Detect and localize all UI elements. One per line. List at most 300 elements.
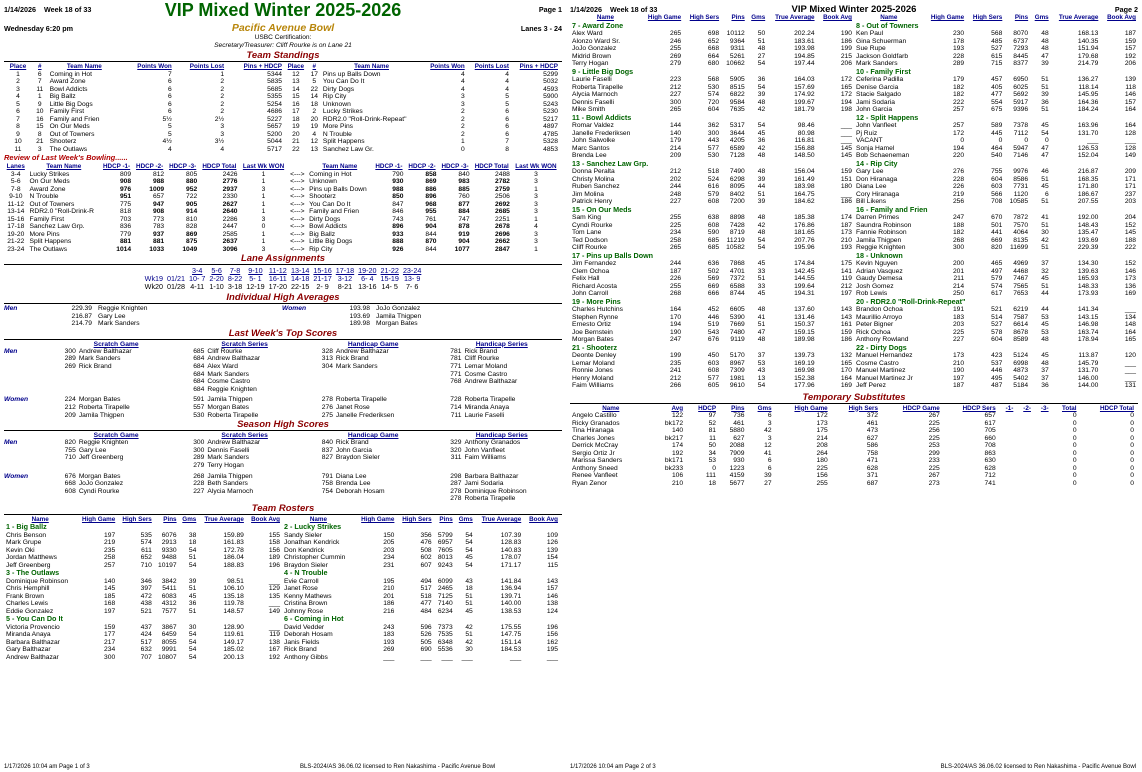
standings-cell: 5 [168, 123, 172, 130]
review-cell: N Trouble [29, 193, 59, 200]
roster-cell: 196 [268, 561, 280, 569]
review-cell: Unknown [309, 178, 337, 185]
roster-cell: 362 [707, 122, 720, 129]
lane-cell: 2-20 [209, 274, 224, 283]
roster-cell: 214 [669, 144, 682, 152]
roster-cell: 244 [669, 260, 682, 267]
subs-cell: 0 [1130, 479, 1134, 487]
review-cell: 23-24 [7, 245, 25, 253]
subs-row [570, 472, 1136, 480]
review-cell: 1 [534, 215, 538, 223]
average-value: 214.79 [71, 320, 92, 328]
bowler-name: Andrew Balthazar [207, 439, 261, 447]
score-row [52, 439, 181, 447]
subs-row [570, 435, 1136, 443]
subs-cell [1015, 427, 1033, 435]
team-name: 6 - Coming in Hot [284, 614, 344, 624]
standings-cell: Shooterz [49, 138, 77, 145]
roster-row [854, 53, 1138, 61]
subs-cell [1015, 465, 1033, 473]
review-cell: 904 [425, 223, 437, 230]
lane-cell: 13- 9 [403, 274, 421, 283]
subs-cell: 225 [928, 434, 940, 442]
score-column [52, 396, 181, 419]
roster-cell: 519 [707, 321, 720, 328]
review-cell: 7-8 [10, 185, 21, 193]
subs-cell: 233 [928, 457, 940, 464]
bowler-name: Gary Lee [78, 446, 107, 454]
standings-row [4, 131, 284, 139]
roster-cell: 6459 [161, 631, 177, 639]
roster-cell: Sonja Hamel [856, 144, 895, 152]
roster-cell: 39 [757, 91, 766, 98]
review-cell: 2488 [495, 170, 510, 178]
score-row [52, 480, 181, 488]
subs-cell: 657 [984, 412, 996, 419]
roster-cell: 484 [420, 607, 432, 615]
standings-cell: 4 [220, 145, 225, 153]
subs-cell: 50 [708, 442, 717, 449]
roster-cell: 247 [669, 336, 682, 343]
bowler-name: Anthony Granados [464, 439, 521, 447]
roster-cell: 530 [707, 152, 720, 159]
roster-cell: 48 [1041, 45, 1049, 52]
roster-cell: 579 [707, 190, 720, 198]
roster-cell: 152 [1124, 260, 1136, 267]
roster-cell: 566 [991, 190, 1003, 198]
average-value: 216.87 [71, 312, 92, 320]
roster-cell: 209 [669, 152, 682, 159]
roster-cell: 43 [757, 367, 766, 374]
review-cell: 850 [392, 193, 404, 200]
page2-roster-right [854, 14, 1138, 390]
roster-cell: 211 [953, 275, 965, 282]
team-name: 20 - RDR2.0 "Roll-Drink-Repeat" [856, 296, 966, 306]
roster-cell: Peter Bigner [856, 321, 894, 328]
standings-cell: N Trouble [322, 130, 352, 138]
standings-row [4, 116, 284, 124]
team-name: 9 - Little Big Dogs [572, 66, 634, 76]
roster-cell: 54 [757, 60, 766, 67]
roster-cell: 540 [991, 152, 1003, 159]
roster-cell: 206 [840, 60, 852, 67]
standings-row [284, 123, 560, 131]
review-cell: 1014 [116, 245, 132, 253]
standings-cell: 4853 [543, 145, 558, 153]
roster-cell: Joe Bernstein [572, 328, 613, 336]
review-row [4, 223, 560, 231]
roster-cell: 477 [420, 600, 432, 608]
review-cell: On Our Meds [29, 178, 70, 185]
roster-cell: 33 [757, 267, 766, 275]
bowler-name: Reggie Knighten [98, 305, 148, 312]
roster-cell: 51 [465, 631, 473, 639]
standings-header [284, 63, 560, 71]
roster-cell: 755 [991, 168, 1003, 175]
roster-cell: 6234 [437, 607, 453, 615]
roster-cell: 241 [669, 367, 682, 374]
standings-row [4, 93, 284, 101]
subs-cell [998, 472, 1016, 480]
standings-row [284, 93, 560, 101]
roster-cell: 685 [707, 236, 720, 244]
roster-cell: 574 [140, 539, 152, 547]
roster-row [570, 268, 854, 276]
standings-cell: 8 [37, 130, 42, 138]
subs-cell [1033, 472, 1051, 480]
roster-cell: 179 [669, 137, 682, 144]
review-cell: 1033 [149, 245, 165, 253]
score-column [52, 348, 181, 394]
roster-cell: 276 [952, 168, 965, 175]
standings-cell: 6 [168, 108, 172, 115]
review-cell: Dirty Dogs [309, 215, 341, 223]
review-cell: 951 [119, 193, 132, 200]
bowler-name: Dominique Robinson [464, 487, 527, 495]
roster-cell: 437 [140, 623, 152, 631]
roster-cell: 537 [991, 359, 1003, 367]
roster-cell: 149.17 [223, 638, 244, 646]
roster-row [570, 38, 854, 46]
subs-col-header: HDCP Total [1099, 404, 1134, 412]
review-cell: 761 [425, 215, 437, 223]
roster-cell: 54 [465, 531, 473, 539]
roster-cell: 257 [952, 106, 965, 113]
roster-cell: Cory Hiranaga [856, 190, 900, 198]
standings-cell: Unknown [322, 100, 351, 108]
rosters [0, 516, 566, 662]
roster-cell: Frank Brown [6, 592, 44, 600]
subs-cell: bk171 [664, 457, 684, 464]
score-row [180, 462, 309, 470]
score-row [180, 454, 309, 462]
standings-cell: 5717 [267, 145, 282, 153]
roster-cell: 638 [707, 214, 720, 221]
subs-cell: 106 [671, 472, 684, 479]
roster-row [854, 137, 1138, 145]
roster-cell: 7146 [1013, 152, 1029, 159]
score-row [309, 355, 438, 363]
standings-row [4, 86, 284, 94]
roster-cell: 37 [1041, 374, 1049, 382]
review-cell: 15-16 [7, 215, 25, 223]
average-row [52, 320, 282, 328]
roster-cell: 216.87 [1077, 168, 1099, 175]
roster-cell: 514 [991, 313, 1003, 321]
roster-cell: 143 [840, 313, 852, 321]
roster-cell: 212 [840, 282, 852, 290]
review-cell: 11-12 [7, 200, 25, 208]
score-row [180, 447, 309, 455]
team-name-row [570, 160, 854, 169]
review-cell: 1 [261, 193, 266, 200]
subs-cell: Sergio Ortiz Jr [572, 449, 615, 457]
roster-cell: 209 [1124, 168, 1136, 175]
review-cell: 2506 [495, 193, 510, 200]
subs-col-header: Pins [731, 404, 745, 412]
roster-cell: 8135 [1013, 236, 1029, 244]
team-name-row [282, 523, 560, 532]
roster-cell: 54 [188, 546, 197, 554]
roster-cell: 148 [1124, 321, 1136, 328]
last-week-top-scores [0, 341, 566, 419]
score-row [309, 404, 438, 412]
roster-cell: 169.98 [794, 367, 815, 374]
roster-cell: 210 [383, 585, 395, 593]
review-cell: 760 [458, 193, 470, 200]
standings-col-header: Points Won [137, 63, 172, 70]
roster-cell: Don Hiranaga [856, 175, 898, 183]
standings-cell: 12 [292, 70, 300, 78]
roster-cell: 39 [1041, 91, 1049, 98]
roster-cell: Maurillio Arroyo [856, 313, 903, 321]
roster-cell: 193 [383, 638, 395, 646]
roster-cell: 177.96 [794, 382, 815, 389]
score-value: 771 [450, 370, 462, 378]
review-row [4, 208, 560, 216]
score-value: 289 [193, 454, 205, 462]
score-column-title: Handicap Game [347, 432, 399, 440]
roster-cell: 42 [465, 638, 473, 646]
roster-cell: Darren Primes [856, 214, 900, 221]
team-name-row [854, 206, 1138, 215]
subs-col-header: High Sers [848, 404, 879, 412]
subs-cell [1033, 450, 1051, 458]
review-cell: 2662 [495, 238, 510, 245]
roster-col-header: True Average [775, 14, 815, 21]
score-value: 676 [64, 472, 76, 480]
roster-cell: 11699 [1010, 244, 1029, 251]
lane-cell: Wk19 [144, 274, 164, 283]
standings-cell: 5900 [543, 93, 558, 100]
score-column [437, 348, 566, 394]
review-cell: 955 [425, 208, 437, 215]
roster-cell: 194.85 [794, 52, 815, 60]
roster-row [282, 539, 560, 547]
roster-cell: 568 [991, 30, 1003, 37]
roster-cell: 4969 [1013, 260, 1029, 267]
review-cell: 896 [425, 193, 437, 200]
roster-cell: 147.75 [500, 631, 522, 639]
review-col-header: HDCP -3- [169, 163, 197, 170]
roster-cell: 9364 [729, 37, 745, 45]
roster-cell: Stephen Rynne [572, 313, 619, 321]
roster-cell: 7467 [1013, 275, 1029, 282]
roster-cell: Adrian Vasquez [856, 267, 903, 275]
roster-cell: 6099 [437, 577, 453, 585]
roster-cell: 185.38 [794, 214, 815, 221]
review-cell: Big Ballz [309, 230, 336, 238]
review-row [4, 238, 560, 246]
standings-cell: 19 [310, 123, 319, 130]
subs-cell: 627 [866, 434, 879, 442]
bowler-name: Roberta Tirapelle [207, 411, 259, 419]
average-row [52, 305, 282, 313]
review-cell: The Outlaws [29, 245, 68, 253]
bowler-name: Jamila Thigpen [207, 396, 253, 404]
roster-cell: 602 [420, 554, 432, 562]
roster-cell: 6605 [729, 306, 745, 313]
score-value: 328 [321, 347, 333, 355]
roster-cell: 165.93 [1077, 275, 1099, 282]
score-column [52, 439, 181, 469]
standings-cell: 5½ [162, 115, 172, 123]
roster-cell: 197 [952, 374, 965, 382]
lane-cell: 12-19 [246, 282, 265, 291]
roster-cell: 47 [757, 328, 766, 336]
roster-cell: 578 [991, 328, 1003, 336]
subs-cell [1033, 480, 1051, 488]
score-value: 685 [193, 347, 205, 355]
roster-cell: 54 [465, 546, 473, 554]
roster-cell: 168.13 [1077, 30, 1099, 37]
score-row [180, 363, 309, 371]
roster-cell: 50 [757, 30, 766, 37]
roster-cell: Pj Ruiz [856, 129, 878, 137]
roster-cell: 477 [991, 91, 1003, 98]
standings-cell: 5 [505, 100, 510, 108]
roster-cell: 3867 [161, 623, 177, 631]
subs-cell: 172 [816, 412, 828, 419]
roster-cell: 604 [707, 106, 720, 113]
lane-cell: 4-11 [190, 282, 205, 291]
roster-cell: 200.13 [223, 653, 244, 661]
roster-cell: 244 [669, 183, 682, 190]
review-cell: 952 [186, 185, 198, 193]
team-name-row [854, 344, 1138, 353]
roster-row [282, 554, 560, 562]
review-cell: <---> [290, 185, 305, 193]
standings-cell: 10 [14, 138, 22, 145]
roster-cell: Manuel Martinez Jr [856, 374, 913, 382]
roster-cell: 139.73 [794, 352, 815, 359]
roster-cell: 269 [669, 52, 682, 60]
roster-cell: 159.15 [794, 328, 815, 336]
team-name-row [4, 569, 282, 578]
average-value: 193.69 [349, 312, 370, 320]
roster-cell: Gaudy Demesa [856, 275, 903, 282]
roster-row [570, 53, 854, 61]
roster-cell: 38 [188, 531, 197, 539]
roster-cell: 4701 [729, 267, 745, 275]
subs-cell: 0 [712, 464, 717, 472]
standings-cell: 6 [505, 115, 510, 123]
page2-roster-left [570, 14, 854, 390]
bowler-name: Diana Lee [335, 472, 367, 480]
roster-cell: 518 [707, 168, 720, 175]
standings-cell: Split Happens [322, 138, 365, 145]
roster-row [570, 45, 854, 53]
roster-cell: Cliff Rourke [572, 244, 607, 251]
score-value: 209 [64, 411, 76, 419]
roster-cell: 8678 [1013, 328, 1029, 336]
review-cell: 1 [261, 178, 266, 185]
roster-cell: 54 [188, 631, 197, 639]
score-value: 557 [193, 403, 205, 411]
subs-cell: 18 [708, 479, 717, 487]
standings-col-header: Pins + HDCP [519, 63, 558, 70]
roster-cell: 268 [669, 290, 682, 297]
roster-cell: 48 [757, 336, 766, 343]
review-cell: 878 [458, 223, 470, 230]
roster-cell: 151.94 [1077, 45, 1099, 52]
roster-cell: 10197 [157, 561, 177, 569]
roster-cell: 4873 [1013, 367, 1029, 374]
score-grid-header [0, 432, 566, 439]
roster-cell: 615 [991, 52, 1003, 60]
subs-col-header: Gms [757, 404, 772, 412]
roster-row [570, 314, 854, 322]
standings-cell: Rip City [322, 93, 347, 100]
roster-row [854, 237, 1138, 245]
roster-cell: 178.07 [500, 554, 522, 562]
roster-cell: 165 [840, 359, 852, 367]
roster-cell: 715 [991, 60, 1003, 67]
roster-cell: 80.98 [797, 129, 815, 137]
roster-col-header: High Sers [689, 14, 720, 21]
subs-col-header: -3- [1040, 404, 1049, 412]
lane-cell: 3-18 [227, 282, 243, 291]
roster-cell: 129 [268, 585, 280, 593]
subs-row [570, 412, 1136, 420]
score-row [180, 412, 309, 420]
roster-cell: 501 [991, 221, 1003, 229]
standings-cell: 4 [460, 78, 465, 85]
review-row [4, 231, 560, 239]
roster-cell: Ernesto Ortiz [572, 321, 612, 328]
roster-cell: 158 [268, 539, 280, 547]
standings-cell: 5835 [267, 78, 282, 85]
standings-cell: 5 [312, 78, 317, 85]
roster-cell: 6348 [437, 638, 453, 646]
roster-col-header: High Sers [972, 14, 1003, 21]
bowler-name: Mark Sanders [78, 355, 121, 363]
roster-cell: 521 [991, 306, 1003, 313]
standings-col-header: # [38, 63, 42, 70]
subs-cell: Ryan Zenor [572, 479, 607, 487]
bowler-name: Cosme Castro [207, 378, 251, 386]
bowler-name: Terry Hogan [207, 461, 244, 469]
bowler-name: Rick Brand [335, 439, 369, 447]
review-cell: 1 [261, 200, 266, 208]
roster-cell: 36 [757, 76, 766, 83]
roster-cell: 212 [669, 83, 682, 91]
roster-cell: 10585 [1009, 198, 1029, 205]
subs-cell [998, 457, 1016, 465]
roster-cell: John Garcia [856, 106, 893, 113]
roster-cell: 195 [383, 577, 395, 585]
review-cell: <---> [290, 193, 305, 200]
standings-col-header: Place [287, 63, 305, 70]
roster-row [854, 375, 1138, 383]
roster-cell: 707 [140, 653, 152, 661]
roster-cell: 54 [465, 561, 473, 569]
roster-cell: 164.36 [1077, 98, 1099, 106]
roster-cell: 7428 [729, 221, 745, 229]
roster-cell: 8589 [1013, 336, 1029, 343]
roster-cell: 128.90 [223, 623, 244, 631]
review-cell: 1049 [182, 245, 198, 253]
page2-week: Week 18 of 33 [609, 5, 658, 14]
review-cell: Family First [29, 215, 65, 223]
subs-cell [998, 450, 1016, 458]
subs-cell: 0 [1072, 457, 1077, 464]
roster-cell: Mark Grupe [6, 539, 42, 547]
roster-cell: 11219 [726, 236, 745, 244]
subs-cell: 0 [1072, 419, 1077, 427]
roster-cell: ___ [1087, 137, 1099, 144]
score-value: 837 [321, 446, 333, 454]
